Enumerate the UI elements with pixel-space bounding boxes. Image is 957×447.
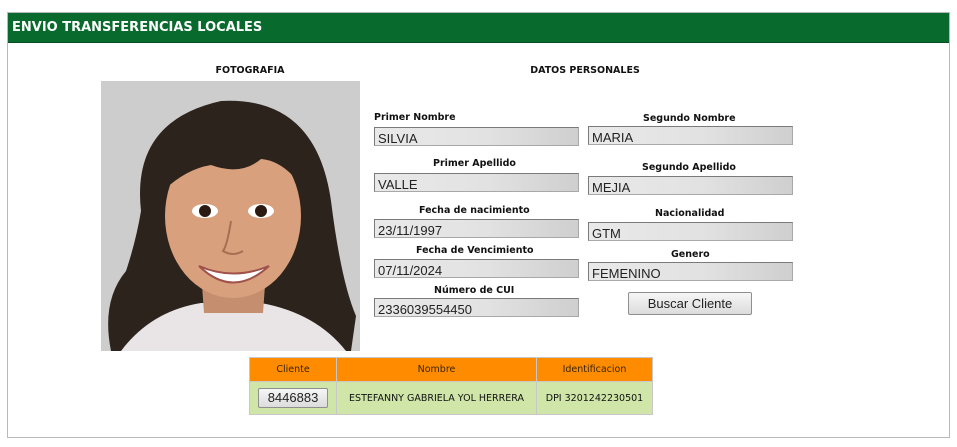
table-row — [250, 382, 653, 415]
numero-cui-label: Número de CUI — [434, 285, 515, 296]
segundo-apellido-field[interactable]: MEJIA — [588, 176, 793, 195]
identificacion-cell: DPI 3201242230501 — [537, 382, 653, 415]
primer-nombre-field[interactable]: SILVIA — [374, 127, 579, 146]
primer-apellido-field[interactable]: VALLE — [374, 173, 579, 192]
segundo-apellido-label: Segundo Apellido — [642, 162, 736, 173]
customer-photo — [101, 81, 360, 351]
buscar-cliente-button[interactable]: Buscar Cliente — [628, 292, 752, 315]
primer-nombre-label: Primer Nombre — [374, 112, 456, 123]
fecha-nacimiento-field[interactable]: 23/11/1997 — [374, 219, 579, 238]
cliente-cell — [250, 382, 337, 415]
fecha-vencimiento-field[interactable]: 07/11/2024 — [374, 259, 579, 278]
segundo-nombre-field[interactable]: MARIA — [588, 126, 793, 145]
genero-label: Genero — [671, 249, 710, 260]
results-table — [249, 357, 653, 415]
personal-data-section-label: DATOS PERSONALES — [530, 65, 640, 76]
primer-apellido-label: Primer Apellido — [433, 158, 516, 169]
numero-cui-field[interactable]: 2336039554450 — [374, 298, 579, 317]
cliente-id-button[interactable]: 8446883 — [258, 388, 328, 408]
fecha-nacimiento-label: Fecha de nacimiento — [419, 205, 530, 216]
segundo-nombre-label: Segundo Nombre — [643, 113, 736, 124]
table-header-row — [250, 358, 653, 382]
nombre-cell: ESTEFANNY GABRIELA YOL HERRERA — [337, 382, 537, 415]
photo-section-label: FOTOGRAFIA — [215, 65, 285, 76]
nacionalidad-field[interactable]: GTM — [588, 222, 793, 241]
column-header-cliente: Cliente — [250, 358, 337, 382]
genero-field[interactable]: FEMENINO — [588, 262, 793, 281]
fecha-vencimiento-label: Fecha de Vencimiento — [416, 245, 534, 256]
portrait-image — [101, 81, 360, 351]
column-header-nombre: Nombre — [337, 358, 537, 382]
nacionalidad-label: Nacionalidad — [655, 208, 725, 219]
column-header-identificacion: Identificacion — [537, 358, 653, 382]
panel-title: ENVIO TRANSFERENCIAS LOCALES — [8, 13, 949, 43]
